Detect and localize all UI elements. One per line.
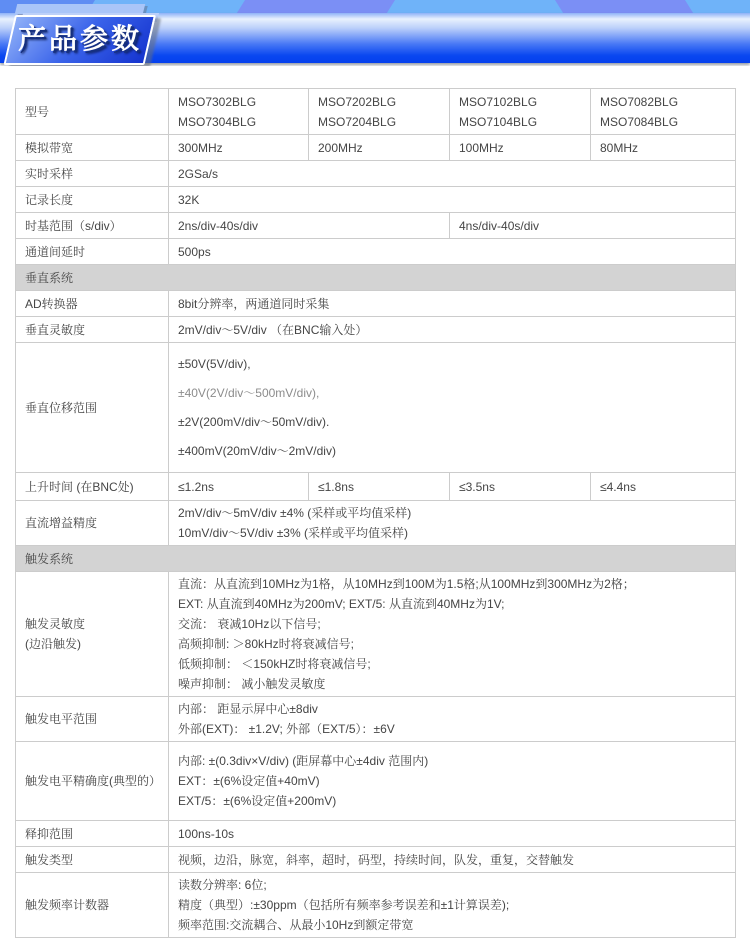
section-header: 触发系统 (16, 546, 736, 572)
cell-line: 2mV/div～5mV/div ±4% (采样或平均值采样) (178, 506, 412, 520)
cell-line: ≤3.5ns (459, 479, 495, 494)
cell-value (169, 473, 309, 501)
cell-value (309, 473, 450, 501)
table-row (16, 873, 736, 938)
row-label: 直流增益精度 (16, 501, 169, 546)
cell-line: 读数分辨率: 6位; (178, 878, 267, 892)
table-row (16, 847, 736, 873)
spec-table (15, 88, 736, 938)
cell-value (591, 89, 736, 135)
row-label: 触发频率计数器 (16, 873, 169, 938)
cell-line: MSO7084BLG (600, 114, 679, 129)
row-label: AD转换器 (16, 291, 169, 317)
cell-line: 100MHz (459, 140, 504, 155)
cell-line: 500ps (178, 244, 211, 259)
cell-value (169, 572, 736, 697)
row-label: 触发类型 (16, 847, 169, 873)
cell-line: MSO7102BLG (459, 94, 538, 109)
cell-value (169, 847, 736, 873)
cell-value (309, 135, 450, 161)
cell-line: 外部(EXT)： ±1.2V; 外部（EXT/5）：±6V (178, 722, 395, 736)
row-label: 实时采样 (16, 161, 169, 187)
cell-value (169, 821, 736, 847)
cell-line: 内部： 距显示屏中心±8div (178, 702, 318, 716)
cell-value (169, 187, 736, 213)
cell-value (450, 89, 591, 135)
cell-line: EXT: 从直流到40MHz为200mV; EXT/5: 从直流到40MHz为1V; (178, 597, 505, 611)
section-header: 垂直系统 (16, 265, 736, 291)
cell-value (450, 473, 591, 501)
row-label: 垂直灵敏度 (16, 317, 169, 343)
table-row (16, 697, 736, 742)
row-label: 触发电平精确度(典型的） (16, 742, 169, 821)
cell-line: 32K (178, 192, 200, 207)
cell-value (169, 89, 309, 135)
cell-line: 精度（典型）:±30ppm（包括所有频率参考误差和±1计算误差); (178, 898, 510, 912)
cell-value (450, 213, 736, 239)
table-row (16, 473, 736, 501)
cell-value (169, 317, 736, 343)
section-row (16, 265, 736, 291)
cell-line: 噪声抑制： 减小触发灵敏度 (178, 677, 326, 691)
table-row (16, 239, 736, 265)
cell-value (169, 343, 736, 473)
table-row (16, 742, 736, 821)
table-row (16, 135, 736, 161)
row-label: 上升时间 (在BNC处) (16, 473, 169, 501)
cell-line: ±40V(2V/div～500mV/div), (178, 386, 320, 400)
cell-line: 2mV/div～5V/div （在BNC输入处） (178, 322, 368, 337)
cell-line: EXT：±(6%设定值+40mV) (178, 774, 320, 788)
row-label: 通道间延时 (16, 239, 169, 265)
cell-line: ≤1.2ns (178, 479, 214, 494)
cell-line: 频率范围:交流耦合、从最小10Hz到额定带宽 (178, 918, 414, 932)
cell-value (169, 742, 736, 821)
table-row (16, 89, 736, 135)
row-label: 记录长度 (16, 187, 169, 213)
cell-value (169, 697, 736, 742)
cell-value (169, 161, 736, 187)
diagonal-shape (233, 0, 398, 13)
cell-line: MSO7202BLG (318, 94, 397, 109)
cell-line: MSO7204BLG (318, 114, 397, 129)
cell-line: 低频抑制： ＜150kHZ时将衰减信号; (178, 657, 371, 671)
cell-value (169, 291, 736, 317)
diagonal-shape (553, 0, 698, 13)
cell-line: MSO7104BLG (459, 114, 538, 129)
cell-line: 10mV/div～5V/div ±3% (采样或平均值采样) (178, 526, 408, 540)
cell-line: MSO7302BLG (178, 94, 257, 109)
cell-value (169, 239, 736, 265)
table-row (16, 213, 736, 239)
row-label: 释抑范围 (16, 821, 169, 847)
cell-value (169, 501, 736, 546)
page-title-plate (3, 15, 156, 65)
cell-line: 200MHz (318, 140, 363, 155)
cell-value (591, 473, 736, 501)
cell-line: ≤1.8ns (318, 479, 354, 494)
cell-line: 8bit分辨率，两通道同时采集 (178, 296, 330, 311)
cell-line: MSO7304BLG (178, 114, 257, 129)
row-label: 模拟带宽 (16, 135, 169, 161)
cell-value (591, 135, 736, 161)
table-row (16, 317, 736, 343)
cell-value (450, 135, 591, 161)
cell-value (169, 135, 309, 161)
cell-line: 内部: ±(0.3div×V/div) (距屏幕中心±4div 范围内) (178, 754, 429, 768)
cell-line: 直流：从直流到10MHz为1格，从10MHz到100M为1.5格;从100MHz到300MHz为2格； (178, 577, 635, 591)
cell-line: 视频，边沿，脉宽，斜率，超时，码型，持续时间，队发，重复，交替触发 (178, 852, 575, 867)
table-row (16, 501, 736, 546)
row-label: 触发灵敏度 (边沿触发) (16, 572, 169, 697)
row-label: 时基范围（s/div） (16, 213, 169, 239)
cell-line: 300MHz (178, 140, 223, 155)
cell-line: 交流： 衰减10Hz以下信号; (178, 617, 321, 631)
cell-line: 2GSa/s (178, 166, 219, 181)
row-label: 垂直位移范围 (16, 343, 169, 473)
table-row (16, 821, 736, 847)
row-label: 型号 (16, 89, 169, 135)
banner (0, 0, 750, 66)
cell-line: ±400mV(20mV/div～2mV/div) (178, 444, 336, 458)
cell-line: 高频抑制: ＞80kHz时将衰减信号; (178, 637, 355, 651)
cell-line: 100ns-10s (178, 826, 235, 841)
cell-value (169, 873, 736, 938)
cell-line: EXT/5：±(6%设定值+200mV) (178, 794, 337, 808)
cell-line: MSO7082BLG (600, 94, 679, 109)
page-title: 产品参数 (17, 23, 142, 54)
cell-value (169, 213, 450, 239)
cell-line: 2ns/div-40s/div (178, 218, 259, 233)
cell-line: 80MHz (600, 140, 639, 155)
table-row (16, 343, 736, 473)
table-row (16, 161, 736, 187)
cell-line: 4ns/div-40s/div (459, 218, 540, 233)
table-row (16, 572, 736, 697)
cell-line: ±2V(200mV/div～50mV/div). (178, 415, 330, 429)
cell-line: ≤4.4ns (600, 479, 636, 494)
cell-value (309, 89, 450, 135)
cell-line: ±50V(5V/div), (178, 357, 251, 371)
spec-table-body (16, 89, 736, 938)
section-row (16, 546, 736, 572)
table-row (16, 291, 736, 317)
row-label: 触发电平范围 (16, 697, 169, 742)
table-row (16, 187, 736, 213)
